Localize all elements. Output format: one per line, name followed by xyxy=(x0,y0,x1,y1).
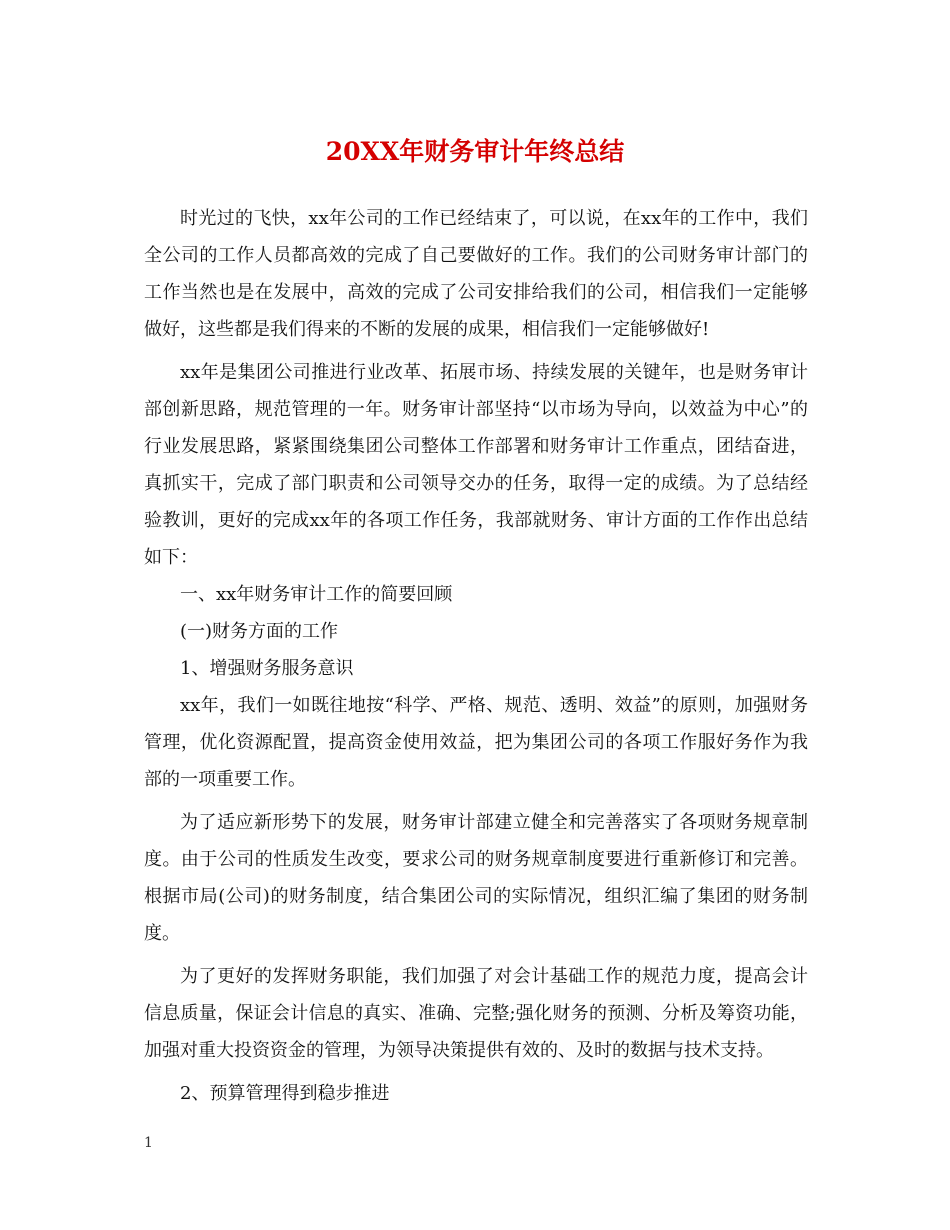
item-heading-service: 1、增强财务服务意识 xyxy=(180,658,354,679)
paragraph-regulations: 为了适应新形势下的发展，财务审计部建立健全和完善落实了各项财务规章制度。由于公司的性质发生改变，要求公司的财务规章制度要进行重新修订和完善。根据市局(公司)的财务制度，结合集团公司的实际情况，组织汇编了集团的财务制度。 xyxy=(144,812,808,944)
item-heading-budget: 2、预算管理得到稳步推进 xyxy=(180,1083,390,1104)
paragraph-accounting: 为了更好的发挥财务职能，我们加强了对会计基础工作的规范力度，提高会计信息质量，保证会计信息的真实、准确、完整;强化财务的预测、分析及筹资功能，加强对重大投资资金的管理，为领导决策提供有效的、及时的数据与技术支持。 xyxy=(144,966,808,1061)
paragraph-principles: xx年，我们一如既往地按“科学、严格、规范、透明、效益”的原则，加强财务管理，优化资源配置，提高资金使用效益，把为集团公司的各项工作服好务作为我部的一项重要工作。 xyxy=(144,695,808,790)
paragraph-key-year: xx年是集团公司推进行业改革、拓展市场、持续发展的关键年，也是财务审计部创新思路，规范管理的一年。财务审计部坚持“以市场为导向，以效益为中心”的行业发展思路，紧紧围绕集团公司整体工作部署和财务审计工作重点，团结奋进，真抓实干，完成了部门职责和公司领导交办的任务，取得一定的成绩。为了总结经验教训，更好的完成xx年的各项工作任务，我部就财务、审计方面的工作作出总结如下： xyxy=(144,362,808,568)
section-heading-review: 一、xx年财务审计工作的简要回顾 xyxy=(180,584,453,605)
page-number: 1 xyxy=(144,1135,153,1151)
document-title: 20XX年财务审计年终总结 xyxy=(325,137,625,166)
document-body xyxy=(144,200,808,1112)
subsection-heading-finance: (一)财务方面的工作 xyxy=(180,621,339,642)
paragraph-intro: 时光过的飞快，xx年公司的工作已经结束了，可以说，在xx年的工作中，我们全公司的工作人员都高效的完成了自己要做好的工作。我们的公司财务审计部门的工作当然也是在发展中，高效的完成了公司安排给我们的公司，相信我们一定能够做好，这些都是我们得来的不断的发展的成果，相信我们一定能够做好! xyxy=(144,208,808,340)
